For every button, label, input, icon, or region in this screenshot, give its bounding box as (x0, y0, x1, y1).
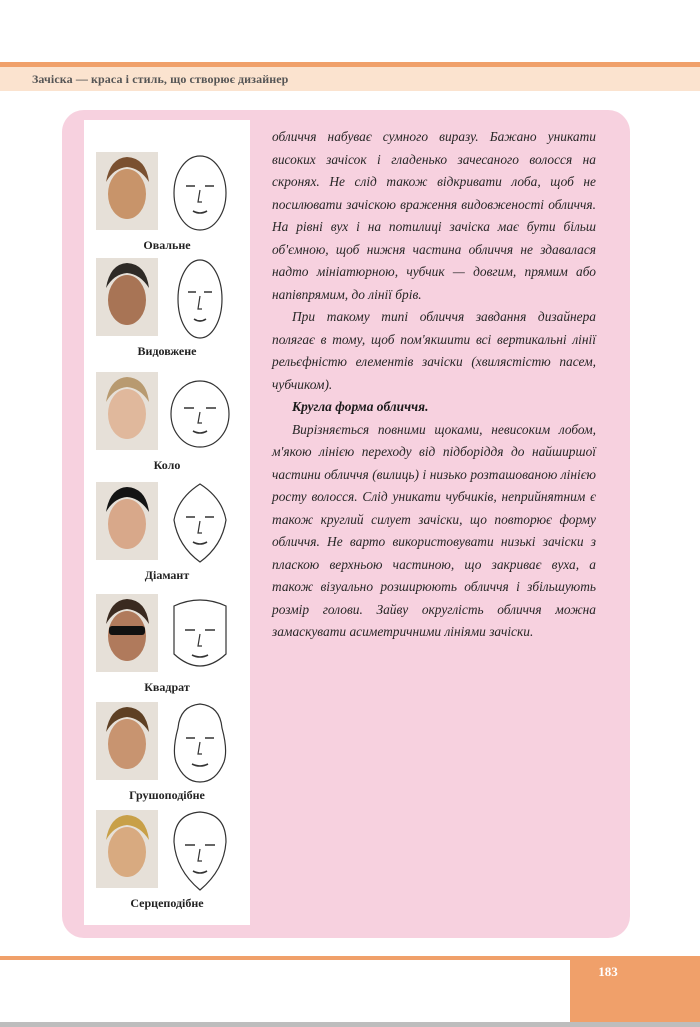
sunglasses (109, 626, 145, 635)
face-shape-label: Діамант (144, 568, 190, 582)
square-face-sketch (164, 592, 236, 678)
article-text (272, 126, 596, 644)
face-photo-image (96, 258, 158, 336)
pear-face-sketch (164, 700, 236, 786)
face-shape-item (84, 590, 250, 703)
face-shape-label: Грушоподібне (129, 788, 205, 802)
face-photo-image (96, 482, 158, 560)
paragraph: При такому типі обличчя завдання дизайнера полягає в тому, щоб пом'якшити всі вертикальні лінії рельєфністю елементів зачіски (хвилястістю пасем, чубчиком). (272, 309, 596, 392)
diamond-face-sketch (164, 480, 236, 566)
face-shape-label: Видовжене (137, 344, 197, 358)
heart-face-sketch (164, 808, 236, 894)
face-shape-item (84, 368, 250, 481)
face-photo (96, 594, 158, 672)
face-photo-skin (108, 169, 146, 219)
face-shape-item (84, 698, 250, 811)
page-number: 183 (598, 964, 618, 979)
face-photo (96, 482, 158, 560)
face-photo-skin (108, 827, 146, 877)
face-photo-skin (108, 719, 146, 769)
face-photo (96, 702, 158, 780)
face-photo-image (96, 594, 158, 672)
face-photo-skin (108, 611, 146, 661)
face-shapes-column (84, 120, 250, 925)
face-photo-skin (108, 275, 146, 325)
section-subheading: Кругла форма обличчя. (292, 399, 429, 414)
face-photo-skin (108, 499, 146, 549)
face-photo (96, 372, 158, 450)
face-photo-image (96, 372, 158, 450)
face-shape-item (84, 254, 250, 367)
face-photo (96, 152, 158, 230)
page-number-box (570, 960, 700, 1022)
face-shape-label: Серцеподібне (130, 896, 204, 910)
face-photo-image (96, 810, 158, 888)
paragraph: обличчя набуває сумного виразу. Бажано уникати високих зачісок і гладенько зачесаного волосся на скронях. Не слід також відкривати лоба, щоб не посилювати зачіскою враження видовженості обличчя. На рівні вух і на потилиці зачіска має бути більш об'ємною, щоб нижня частина обличчя не здавалася надто мініатюрною, чубчик — довгим, прямим або напівпрямим, до лінії брів. (272, 129, 596, 302)
paragraph: Вирізняється повними щоками, невисоким лобом, м'якою лінією переходу від підборіддя до найширшої частини обличчя (вилиць) і низько розташованою лінією росту волосся. Слід уникати чубчиків, неприйнятним є також круглий силует зачіски, що повторює форму обличчя. Не варто використовувати низькі зачіски з пласкою верхньою частиною, що закриває вуха, а також візуально розширюють обличчя і збільшують розмір голови. Зайву округлість обличчя можна замаскувати асиметричними лініями зачіски. (272, 421, 596, 639)
face-photo (96, 810, 158, 888)
face-shape-label: Квадрат (144, 680, 190, 694)
face-photo (96, 258, 158, 336)
running-header-title: Зачіска — краса і стиль, що створює дизайнер (32, 72, 289, 86)
face-shape-item (84, 148, 250, 261)
bottom-edge (0, 1022, 700, 1027)
face-photo-skin (108, 389, 146, 439)
face-shape-label: Овальне (143, 238, 191, 252)
face-shape-label: Коло (153, 458, 181, 472)
oblong-face-sketch (164, 256, 236, 342)
face-photo-image (96, 702, 158, 780)
face-photo-image (96, 152, 158, 230)
face-shape-item (84, 478, 250, 591)
oval-face-sketch (164, 150, 236, 236)
round-face-sketch (164, 370, 236, 456)
face-shape-item (84, 806, 250, 919)
